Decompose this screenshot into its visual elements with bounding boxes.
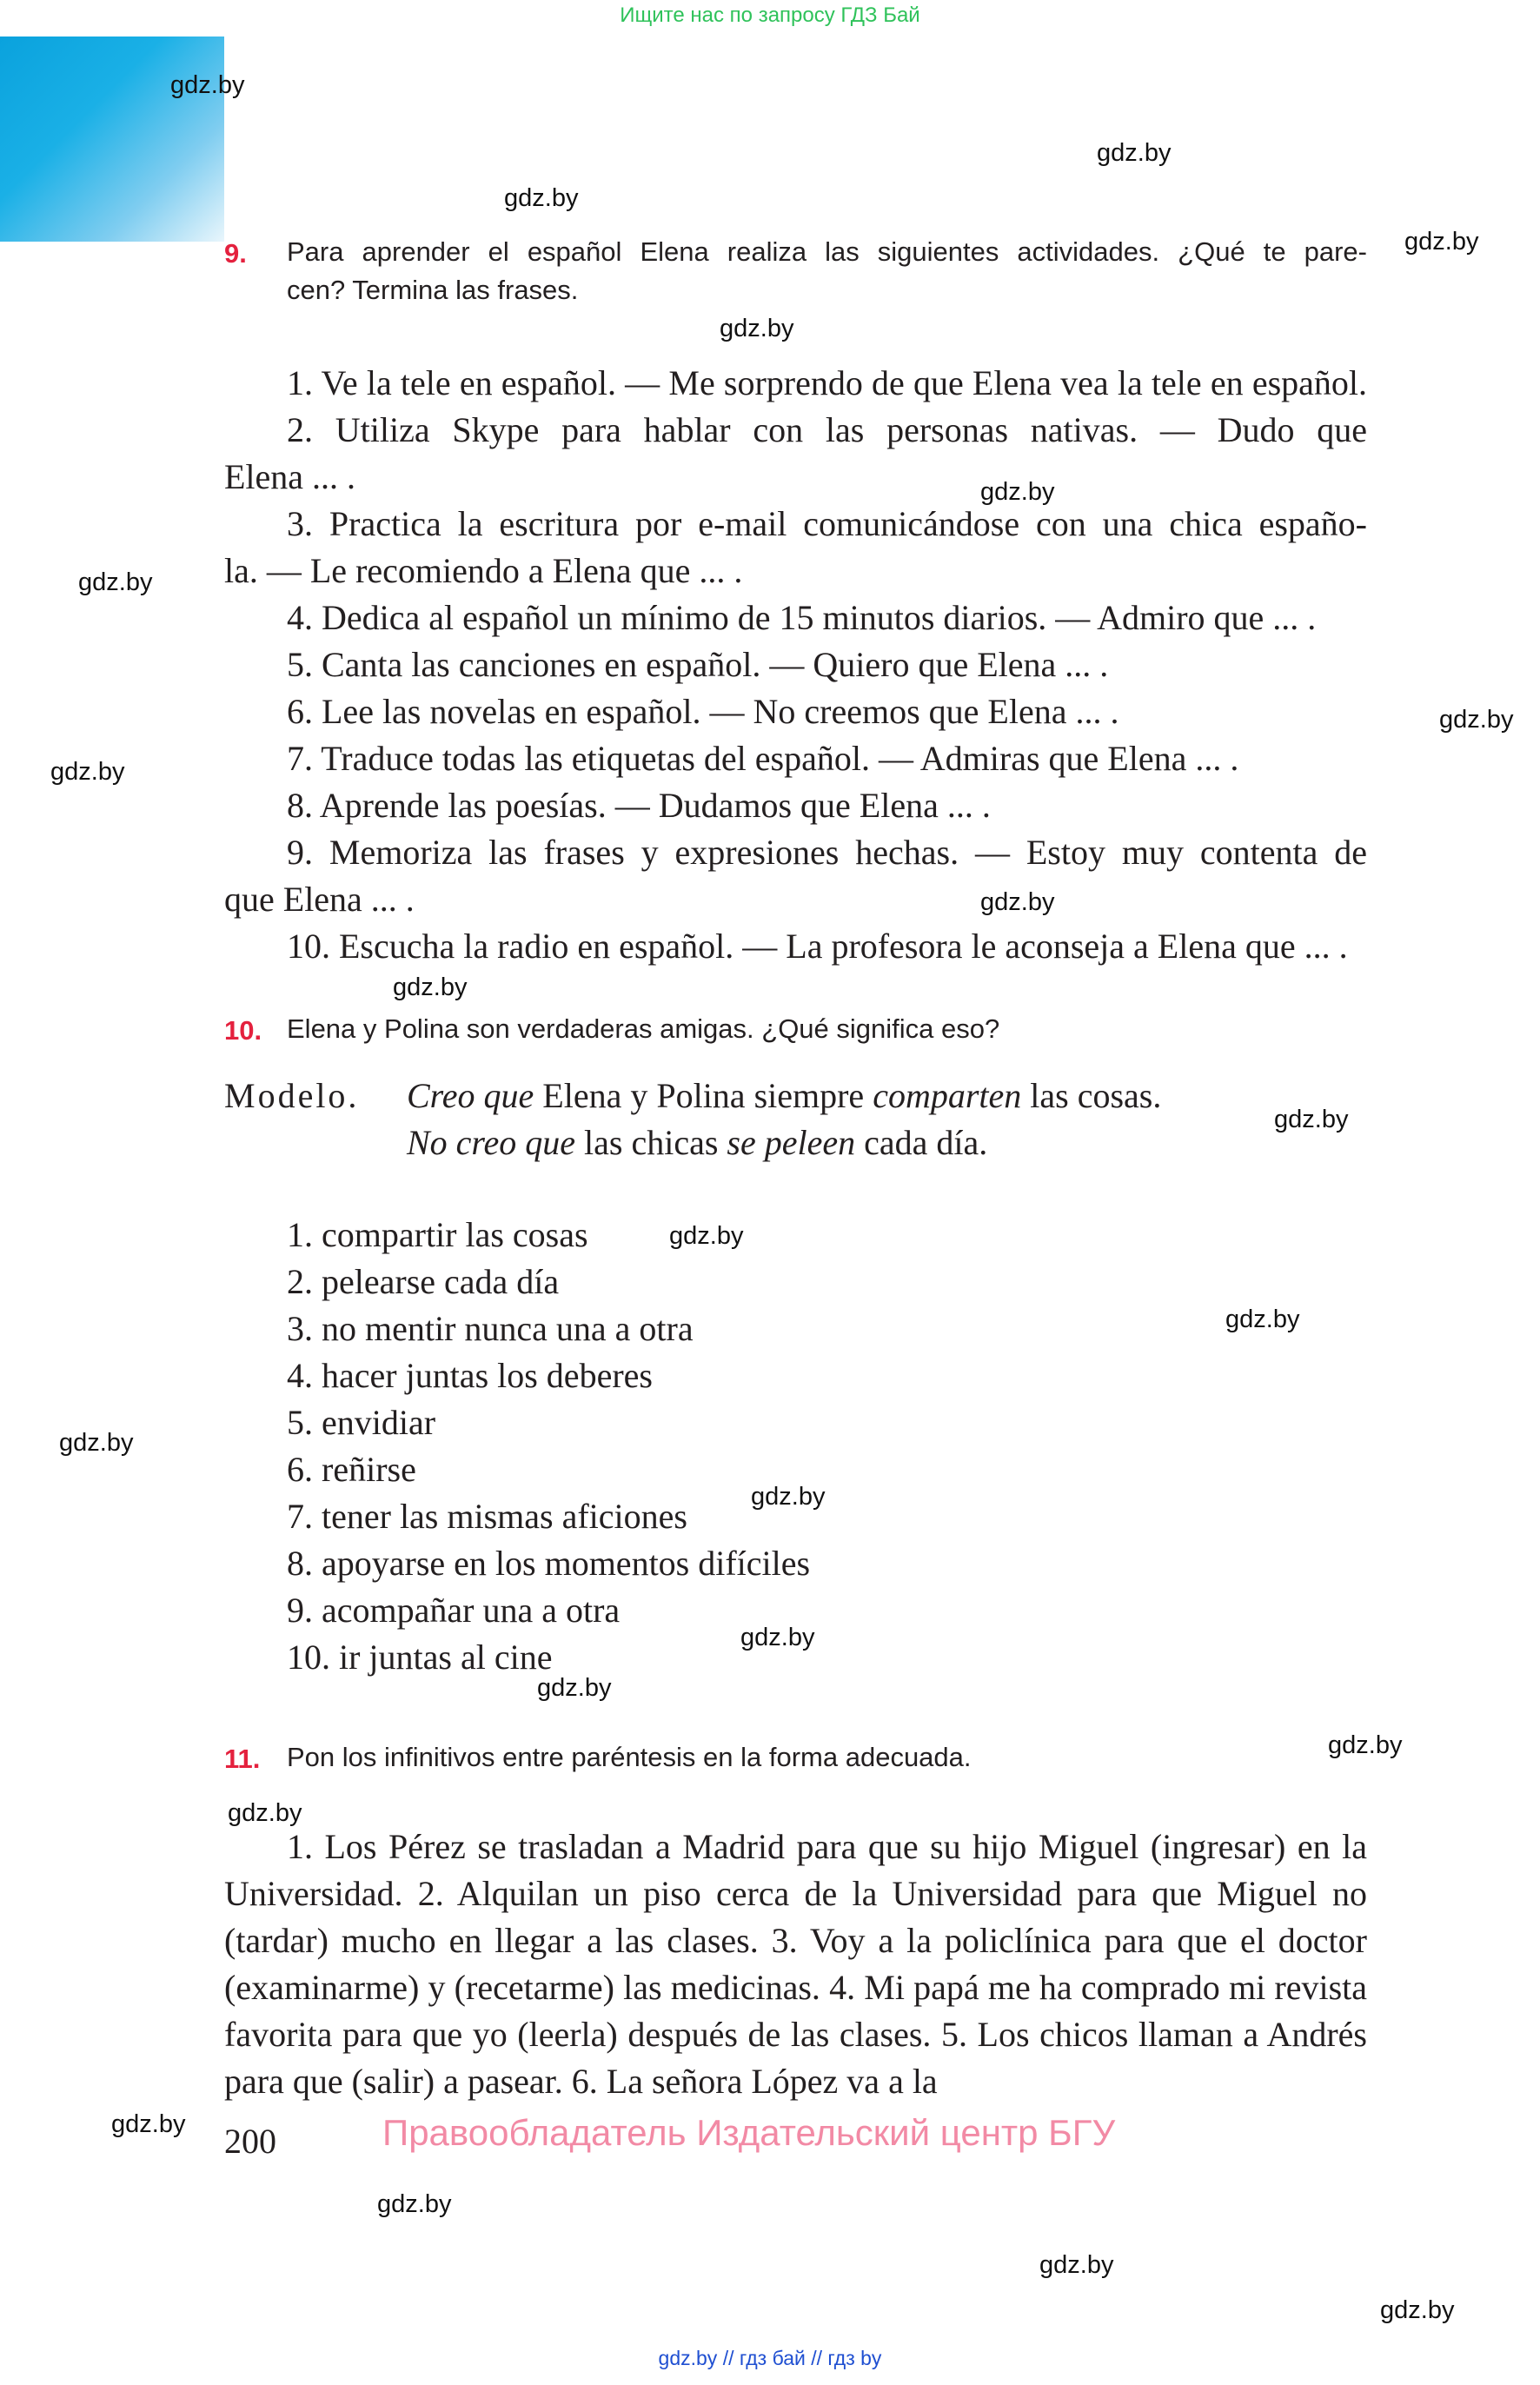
task-9-line: 5. Canta las canciones en español. — Quiero que Elena ... . (287, 645, 1109, 684)
model-line-1 (407, 1073, 1161, 1119)
watermark: gdz.by (1380, 2296, 1455, 2324)
model-text: las chicas (575, 1123, 727, 1162)
watermark: gdz.by (228, 1799, 302, 1827)
task-11-paragraph: 1. Los Pérez se trasladan a Madrid para que su hijo Miguel (ingresar) en la Universidad. 2. Alquilan un piso cerca de la Universidad para que Miguel no (tardar) mucho en llegar a las clases. 3. Voy a la policlínica para que el doctor (examinarme) y (recetarme) las medicinas. 4. Mi papá me ha comprado mi revista favorita para que yo (leerla) después de las clases. 5. Los chicos llaman a Andrés para que (salir) a pasear. 6. La señora López va a la (224, 1827, 1367, 2101)
watermark: gdz.by (1439, 706, 1514, 734)
task-10-item: 3. no mentir nunca una a otra (287, 1309, 694, 1348)
task-10-item: 6. reñirse (287, 1450, 416, 1489)
watermark: gdz.by (669, 1222, 744, 1250)
watermark: gdz.by (1404, 228, 1479, 256)
task-9-line: 3. Practica la escritura por e-mail comunicándose con una chica españo- (287, 504, 1367, 543)
watermark: gdz.by (377, 2190, 452, 2218)
task-10-number: 10. (224, 1015, 262, 1046)
task-10-item: 9. acompañar una a otra (287, 1591, 621, 1630)
watermark: gdz.by (504, 184, 579, 212)
corner-decoration (0, 37, 224, 242)
task-9-line: Elena ... . (224, 457, 356, 496)
watermark: gdz.by (751, 1483, 826, 1511)
bottom-links[interactable]: gdz.by // гдз бай // гдз by (658, 2347, 882, 2369)
model-phrase: No creo que (407, 1123, 576, 1162)
task-10-item: 7. tener las mismas aficiones (287, 1497, 687, 1536)
watermark: gdz.by (720, 315, 794, 342)
task-9-line: 7. Traduce todas las etiquetas del español. — Admiras que Elena ... . (287, 739, 1239, 778)
task-10-item: 10. ir juntas al cine (287, 1638, 553, 1677)
task-9-line: 1. Ve la tele en español. — Me sorprendo de que Elena vea la tele en español. (287, 363, 1367, 402)
model-text: Elena y Polina siempre (534, 1076, 873, 1115)
watermark: gdz.by (980, 888, 1055, 916)
task-10-instruction: Elena y Polina son verdaderas amigas. ¿Qué significa eso? (287, 1013, 1000, 1044)
task-10-item: 8. apoyarse en los momentos difíciles (287, 1544, 811, 1583)
task-9-instruction-line-1: Para aprender el español Elena realiza las siguientes actividades. ¿Qué te pare- (287, 236, 1367, 267)
model-phrase: se peleen (727, 1123, 856, 1162)
task-10-item: 4. hacer juntas los deberes (287, 1356, 653, 1395)
task-9-line: 8. Aprende las poesías. — Dudamos que Elena ... . (287, 786, 991, 825)
task-9-line: que Elena ... . (224, 880, 415, 919)
task-10-item: 1. compartir las cosas (287, 1215, 588, 1254)
task-9-line: 9. Memoriza las frases y expresiones hechas. — Estoy muy contenta de (287, 833, 1367, 872)
task-10-item: 2. pelearse cada día (287, 1262, 560, 1301)
watermark: gdz.by (1039, 2251, 1114, 2279)
model-phrase: comparten (873, 1076, 1022, 1115)
model-label: Modelo. (224, 1076, 360, 1115)
watermark: gdz.by (537, 1674, 612, 1702)
watermark: gdz.by (740, 1624, 815, 1651)
task-9-line: 4. Dedica al español un mínimo de 15 minutos diarios. — Admiro que ... . (287, 598, 1317, 637)
watermark: gdz.by (78, 568, 153, 596)
task-10-item: 5. envidiar (287, 1403, 436, 1442)
watermark: gdz.by (393, 973, 468, 1001)
watermark: gdz.by (111, 2110, 186, 2138)
task-11-number: 11. (224, 1744, 261, 1774)
task-9-instruction-line-2: cen? Termina las frases. (287, 275, 579, 305)
watermark: gdz.by (1328, 1731, 1403, 1759)
watermark: gdz.by (980, 478, 1055, 506)
task-9-number: 9. (224, 238, 247, 269)
model-text: las cosas. (1021, 1076, 1162, 1115)
top-banner: Ищите нас по запросу ГДЗ Бай (620, 3, 920, 27)
watermark: gdz.by (170, 71, 245, 99)
task-9-line: la. — Le recomiendo a Elena que ... . (224, 551, 743, 590)
task-9-line: 10. Escucha la radio en español. — La profesora le aconseja a Elena que ... . (287, 927, 1348, 966)
copyright-notice: Правообладатель Издательский центр БГУ (382, 2112, 1116, 2153)
watermark: gdz.by (1225, 1305, 1300, 1333)
watermark: gdz.by (1097, 139, 1172, 167)
model-line-2 (407, 1119, 987, 1166)
task-11-instruction: Pon los infinitivos entre paréntesis en la forma adecuada. (287, 1742, 972, 1772)
watermark: gdz.by (59, 1429, 134, 1457)
model-text: cada día. (855, 1123, 988, 1162)
model-phrase: Creo que (407, 1076, 534, 1115)
watermark: gdz.by (1274, 1106, 1349, 1133)
watermark: gdz.by (50, 758, 125, 786)
task-9-line: 6. Lee las novelas en español. — No creemos que Elena ... . (287, 692, 1119, 731)
page-number: 200 (224, 2122, 276, 2161)
task-9-line: 2. Utiliza Skype para hablar con las personas nativas. — Dudo que (287, 410, 1367, 449)
